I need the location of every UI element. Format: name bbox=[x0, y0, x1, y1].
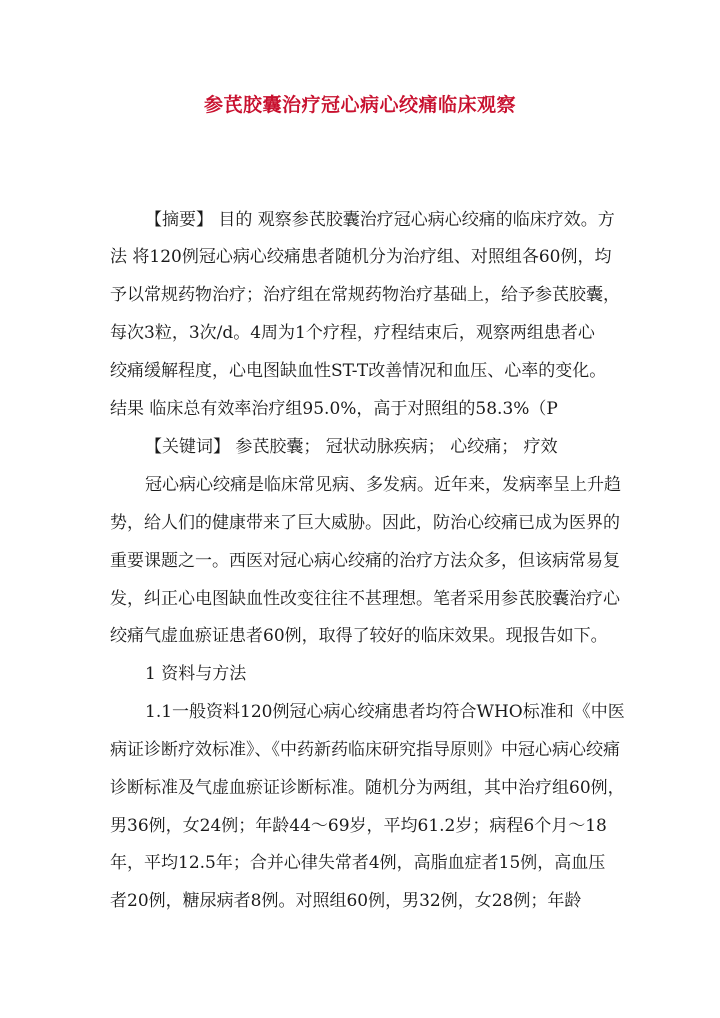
general-line-3: 诊断标准及气虚血瘀证诊断标准。随机分为两组，其中治疗组60例， bbox=[110, 778, 625, 798]
abstract-line-4: 每次3粒，3次/d。4周为1个疗程，疗程结束后，观察两组患者心 bbox=[110, 323, 595, 343]
general-line-1: 1.1一般资料120例冠心病心绞痛患者均符合WHO标准和《中医 bbox=[145, 702, 625, 722]
section-heading: 1 资料与方法 bbox=[145, 664, 247, 684]
abstract-line-3: 予以常规药物治疗；治疗组在常规药物治疗基础上，给予参芪胶囊， bbox=[110, 285, 620, 305]
general-line-4: 男36例，女24例；年龄44～69岁，平均61.2岁；病程6个月～18 bbox=[110, 816, 607, 836]
abstract-line-6: 结果 临床总有效率治疗组95.0%，高于对照组的58.3%（P bbox=[110, 399, 558, 419]
intro-line-4: 发，纠正心电图缺血性改变往往不甚理想。笔者采用参芪胶囊治疗心 bbox=[110, 589, 620, 609]
intro-line-5: 绞痛气虚血瘀证患者60例，取得了较好的临床效果。现报告如下。 bbox=[110, 626, 608, 646]
intro-line-2: 势，给人们的健康带来了巨大威胁。因此，防治心绞痛已成为医界的 bbox=[110, 513, 620, 533]
general-line-2: 病证诊断疗效标准》、《中药新药临床研究指导原则》中冠心病心绞痛 bbox=[110, 740, 620, 760]
intro-line-1: 冠心病心绞痛是临床常见病、多发病。近年来，发病率呈上升趋 bbox=[145, 475, 621, 495]
keywords-line: 【关键词】 参芪胶囊； 冠状动脉疾病； 心绞痛； 疗效 bbox=[145, 437, 558, 457]
abstract-line-1: 【摘要】 目的 观察参芪胶囊治疗冠心病心绞痛的临床疗效。方 bbox=[145, 210, 615, 230]
abstract-line-2: 法 将120例冠心病心绞痛患者随机分为治疗组、对照组各60例，均 bbox=[110, 247, 612, 267]
document-title: 参芪胶囊治疗冠心病心绞痛临床观察 bbox=[203, 94, 516, 116]
intro-line-3: 重要课题之一。西医对冠心病心绞痛的治疗方法众多，但该病常易复 bbox=[110, 551, 620, 571]
general-line-6: 者20例，糖尿病者8例。对照组60例，男32例，女28例；年龄 bbox=[110, 891, 582, 911]
abstract-line-5: 绞痛缓解程度，心电图缺血性ST-T改善情况和血压、心率的变化。 bbox=[110, 361, 607, 381]
general-line-5: 年，平均12.5年；合并心律失常者4例，高脂血症者15例，高血压 bbox=[110, 853, 606, 873]
